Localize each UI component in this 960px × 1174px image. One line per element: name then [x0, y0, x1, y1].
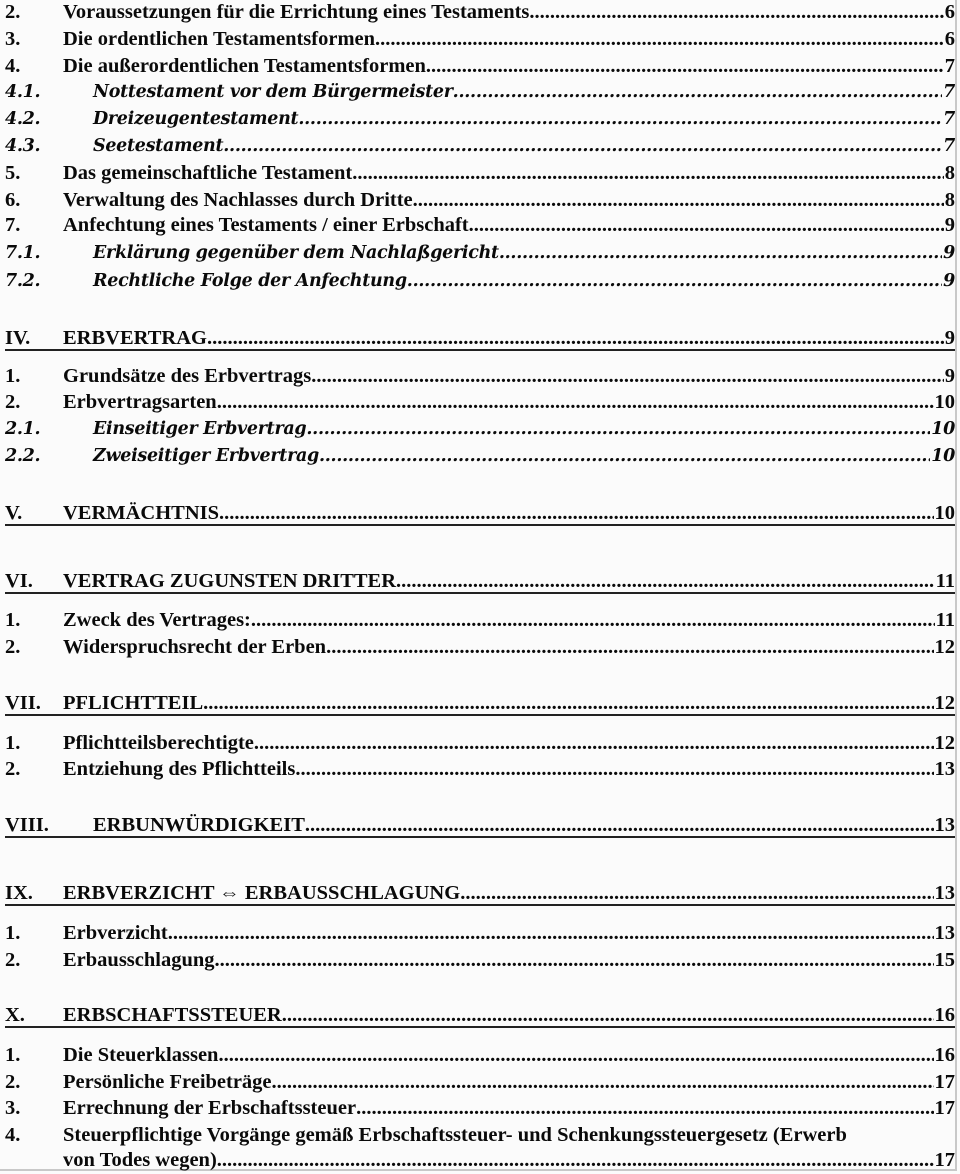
toc-dot-leader [203, 690, 933, 716]
toc-dot-leader [529, 0, 943, 25]
toc-entry-title: Die außerordentlichen Testamentsformen [63, 55, 426, 77]
toc-entry-title: Widerspruchsrecht der Erben [63, 636, 327, 658]
toc-entry-title: PFLICHTTEIL [63, 692, 204, 714]
toc-entry-title: Persönliche Freibeträge [63, 1071, 272, 1093]
toc-page-number: 7 [944, 55, 955, 77]
toc-page-number: 15 [934, 949, 955, 971]
toc-entry-title: Nottestament vor dem Bürgermeister [93, 82, 453, 102]
toc-entry-title: Entziehung des Pflichtteils [63, 758, 296, 780]
toc-entry[interactable] [5, 187, 955, 213]
toc-dot-leader [207, 325, 944, 351]
toc-page-number: 7 [943, 82, 955, 102]
toc-page-number: 12 [934, 636, 955, 658]
toc-entry-number: 1. [5, 732, 21, 754]
toc-entry[interactable] [5, 212, 955, 238]
toc-entry-title: Seetestament [93, 136, 224, 156]
toc-dot-leader [453, 79, 942, 105]
toc-dot-leader [272, 1069, 934, 1095]
toc-entry-title: Verwaltung des Nachlasses durch Dritte [63, 189, 413, 211]
toc-entry-title: Erbverzicht [63, 922, 168, 944]
toc-dot-leader [305, 812, 934, 838]
toc-page-number: 9 [944, 327, 955, 349]
toc-entry-title: Erklärung gegenüber dem Nachlaßgericht [93, 243, 499, 263]
toc-heading-entry[interactable] [5, 812, 955, 838]
toc-entry[interactable] [5, 416, 955, 442]
toc-entry-number: X. [5, 1004, 25, 1026]
toc-heading-entry[interactable] [5, 500, 955, 526]
toc-entry-number: 6. [5, 189, 21, 211]
toc-entry[interactable] [5, 920, 955, 946]
toc-page-number: 12 [934, 732, 955, 754]
toc-entry-number: VI. [5, 570, 33, 592]
toc-entry-title: Die ordentlichen Testamentsformen [63, 28, 376, 50]
toc-page-number: 13 [934, 814, 955, 836]
toc-dot-leader [326, 634, 933, 660]
toc-page-number: 12 [934, 692, 955, 714]
toc-entry-title: Die Steuerklassen [63, 1044, 219, 1066]
toc-entry-number: 7. [5, 214, 21, 236]
toc-entry-title: Steuerpflichtige Vorgänge gemäß Erbschaftssteuer- und Schenkungssteuergesetz (Erwerb [63, 1124, 847, 1146]
toc-dot-leader [356, 1095, 933, 1121]
toc-entry[interactable] [5, 133, 955, 159]
toc-page-number: 13 [934, 758, 955, 780]
toc-dot-leader [413, 187, 944, 213]
toc-page-number: 16 [934, 1004, 955, 1026]
toc-entry[interactable] [5, 634, 955, 660]
toc-entry[interactable] [5, 607, 955, 633]
toc-entry-title: ERBUNWÜRDIGKEIT [93, 814, 305, 836]
toc-entry-title: Anfechtung eines Testaments / einer Erbschaft [63, 214, 469, 236]
toc-dot-leader [375, 26, 944, 52]
toc-entry-title: Voraussetzungen für die Errichtung eines Testaments [63, 1, 530, 23]
toc-entry-title: Pflichtteilsberechtigte [63, 732, 254, 754]
toc-entry[interactable] [5, 106, 955, 132]
toc-heading-entry[interactable] [5, 690, 955, 716]
toc-page-number: 13 [934, 922, 955, 944]
toc-page-number: 8 [944, 189, 955, 211]
toc-entry-number: 2. [5, 949, 21, 971]
toc-page-number: 8 [944, 162, 955, 184]
toc-dot-leader [217, 1147, 934, 1173]
toc-entry-number: VII. [5, 692, 41, 714]
toc-entry-title: Zweiseitiger Erbvertrag [93, 446, 319, 466]
toc-dot-leader [460, 880, 933, 906]
toc-entry-number: 2. [5, 1071, 21, 1093]
toc-entry[interactable] [5, 53, 955, 79]
toc-page-number: 13 [934, 882, 955, 904]
toc-dot-leader [219, 500, 933, 526]
toc-dot-leader [311, 363, 943, 389]
toc-entry-number: IX. [5, 882, 33, 904]
toc-entry-number: V. [5, 502, 23, 524]
toc-dot-leader [469, 212, 944, 238]
toc-entry-number: 1. [5, 1044, 21, 1066]
toc-page-number: 11 [935, 609, 955, 631]
toc-page-number: 17 [934, 1097, 955, 1119]
toc-page-number: 6 [944, 1, 955, 23]
toc-entry-number: 4.1. [5, 82, 41, 102]
toc-entry-title: ERBVERZICHT ⇔ ERBAUSSCHLAGUNG [63, 882, 461, 904]
toc-page-number: 10 [931, 446, 955, 466]
toc-entry-number: 2.2. [5, 446, 41, 466]
toc-entry-title: Rechtliche Folge der Anfechtung [93, 271, 407, 291]
toc-entry[interactable] [5, 240, 955, 266]
toc-dot-leader [407, 268, 942, 294]
toc-entry-number: 1. [5, 609, 21, 631]
toc-page-number: 9 [944, 365, 955, 387]
toc-page-number: 9 [943, 243, 955, 263]
toc-entry-title: Dreizeugentestament [93, 109, 299, 129]
toc-entry-number: 5. [5, 162, 21, 184]
toc-entry[interactable] [5, 1069, 955, 1095]
toc-page-number: 9 [943, 271, 955, 291]
toc-page-number: 9 [944, 214, 955, 236]
toc-dot-leader [499, 240, 942, 266]
toc-entry[interactable] [5, 160, 955, 186]
toc-entry-number: 3. [5, 28, 21, 50]
toc-dot-leader [298, 106, 942, 132]
toc-entry[interactable] [5, 756, 955, 782]
toc-entry[interactable] [5, 389, 955, 415]
toc-dot-leader [426, 53, 944, 79]
toc-entry-number: IV. [5, 327, 31, 349]
toc-entry-title: von Todes wegen) [63, 1149, 217, 1171]
toc-dot-leader [282, 1002, 934, 1028]
toc-entry[interactable] [5, 268, 955, 294]
toc-dot-leader [218, 1042, 933, 1068]
toc-entry-number: VIII. [5, 814, 49, 836]
toc-entry-number: 7.1. [5, 243, 41, 263]
toc-entry[interactable] [5, 1042, 955, 1068]
toc-entry-number: 4.2. [5, 109, 41, 129]
toc-entry-number: 4. [5, 1124, 21, 1146]
toc-entry[interactable] [5, 1147, 955, 1173]
toc-entry[interactable] [5, 1095, 955, 1121]
toc-entry-title: VERMÄCHTNIS [63, 502, 220, 524]
toc-page-number: 16 [934, 1044, 955, 1066]
toc-heading-entry[interactable] [5, 325, 955, 351]
toc-entry-number: 1. [5, 922, 21, 944]
toc-dot-leader [251, 607, 935, 633]
toc-entry-number: 3. [5, 1097, 21, 1119]
toc-heading-entry[interactable] [5, 1002, 955, 1028]
toc-entry[interactable] [5, 1122, 955, 1148]
toc-entry-title: Errechnung der Erbschaftssteuer [63, 1097, 357, 1119]
toc-entry-number: 4. [5, 55, 21, 77]
toc-page-number: 7 [943, 109, 955, 129]
toc-page-number: 6 [944, 28, 955, 50]
toc-dot-leader [217, 389, 934, 415]
toc-entry-number: 1. [5, 365, 21, 387]
toc-dot-leader [223, 133, 942, 159]
toc-page-number: 10 [934, 391, 955, 413]
toc-dot-leader [306, 416, 930, 442]
toc-entry-title: Zweck des Vertrages: [63, 609, 251, 631]
toc-dot-leader [396, 568, 935, 594]
toc-heading-entry[interactable] [5, 568, 955, 594]
toc-dot-leader [254, 730, 934, 756]
toc-entry-title: Einseitiger Erbvertrag [93, 419, 307, 439]
toc-heading-entry[interactable] [5, 880, 955, 906]
toc-page-number: 10 [934, 502, 955, 524]
toc-entry[interactable] [5, 79, 955, 105]
toc-entry[interactable] [5, 443, 955, 469]
toc-entry-title: VERTRAG ZUGUNSTEN DRITTER [63, 570, 397, 592]
toc-page-number: 17 [934, 1071, 955, 1093]
toc-page-number: 7 [943, 136, 955, 156]
toc-entry-number: 2.1. [5, 419, 41, 439]
toc-entry-title: ERBSCHAFTSSTEUER [63, 1004, 282, 1026]
toc-page-number: 17 [934, 1149, 955, 1171]
toc-entry[interactable] [5, 730, 955, 756]
toc-entry-number: 2. [5, 1, 21, 23]
toc-dot-leader [352, 160, 943, 186]
toc-entry-title: ERBVERTRAG [63, 327, 207, 349]
toc-entry-number: 2. [5, 391, 21, 413]
toc-entry-title: Erbausschlagung [63, 949, 215, 971]
toc-entry-number: 2. [5, 636, 21, 658]
toc-entry[interactable] [5, 363, 955, 389]
toc-entry-title: Das gemeinschaftliche Testament [63, 162, 353, 184]
toc-page-number: 11 [935, 570, 955, 592]
toc-entry-number: 7.2. [5, 271, 41, 291]
toc-page-number: 10 [931, 419, 955, 439]
toc-dot-leader [319, 443, 930, 469]
toc-dot-leader [168, 920, 934, 946]
toc-entry-number: 4.3. [5, 136, 41, 156]
toc-entry-title: Erbvertragsarten [63, 391, 217, 413]
toc-entry[interactable] [5, 0, 955, 25]
toc-dot-leader [295, 756, 933, 782]
toc-entry[interactable] [5, 947, 955, 973]
toc-entry[interactable] [5, 26, 955, 52]
toc-entry-number: 2. [5, 758, 21, 780]
toc-entry-title: Grundsätze des Erbvertrags [63, 365, 312, 387]
toc-dot-leader [215, 947, 934, 973]
